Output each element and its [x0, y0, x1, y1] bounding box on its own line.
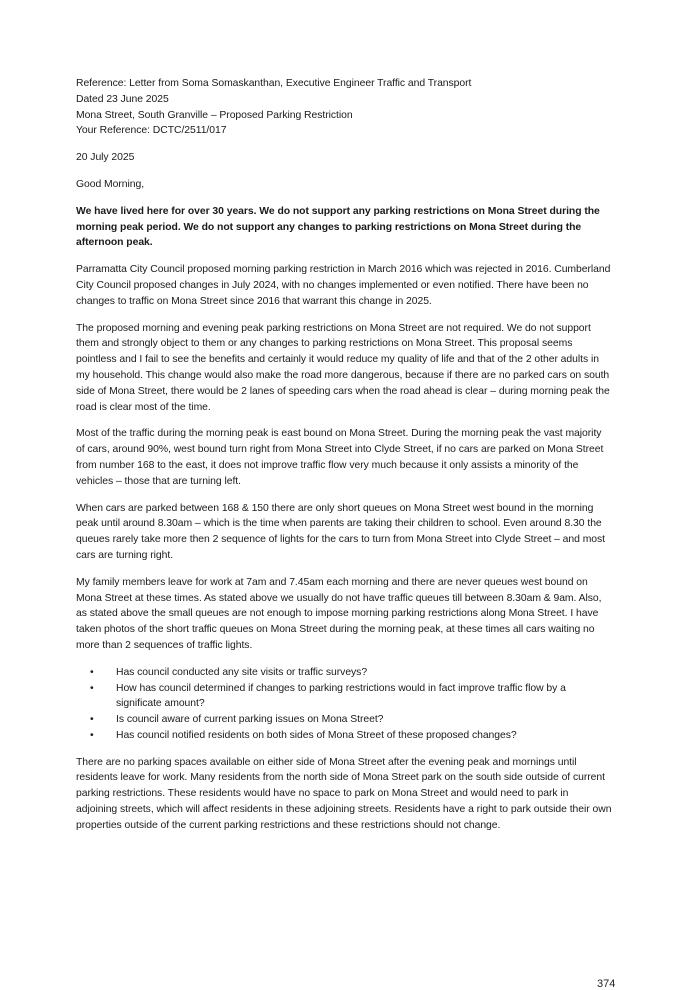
bullet-icon: •	[90, 682, 94, 694]
question-text: Has council notified residents on both sides of Mona Street of these proposed changes?	[116, 729, 517, 741]
paragraph-queues: When cars are parked between 168 & 150 there are only short queues on Mona Street west bound in the morning peak until around 8.30am – which is the time when parents are taking their children to school. Even around 8.30 the queues rarely take more then 2 sequence of lights for the cars to turn from Mona Street into Clyde Street – and most cars are turning right.	[76, 502, 606, 561]
letter-body	[76, 76, 612, 845]
paragraph-traffic-direction: Most of the traffic during the morning peak is east bound on Mona Street. During the morning peak the vast majority of cars, around 90%, west bound turn right from Mona Street into Clyde Street, if no cars are parked on Mona Street from number 168 to the east, it does not improve traffic flow very much because it only assists a minority of the vehicles – those that are turning left.	[76, 428, 604, 487]
bold-statement: We have lived here for over 30 years. We do not support any parking restrictions on Mona Street during the morning peak period. We do not support any changes to parking restrictions on Mona Street during the afternoon peak.	[76, 205, 600, 249]
questions-list	[76, 665, 612, 744]
letter-date: 20 July 2025	[76, 152, 135, 164]
paragraph-closing: There are no parking spaces available on either side of Mona Street after the evening peak and mornings until residents leave for work. Many residents from the north side of Mona Street park on the south side outside of current parking restrictions. These residents would have no space to park on Mona Street and would need to park in adjoining streets, which will affect residents in these adjoining streets. Residents have a right to park outside their own properties outside of the current parking restrictions and these restrictions should not change.	[76, 756, 612, 831]
paragraph-objection: The proposed morning and evening peak parking restrictions on Mona Street are not required. We do not support them and strongly object to them or any changes to parking restrictions on Mona Street. This proposal seems pointless and I fail to see the benefits and certainly it would reduce my quality of life and that of the 2 other adults in my household. This change would also make the road more dangerous, because if there are no parked cars on south side of Mona Street, there would be 2 lanes of speeding cars when the road ahead is clear – during morning peak the road is clear most of the time.	[76, 322, 610, 413]
greeting: Good Morning,	[76, 178, 145, 190]
bullet-icon: •	[90, 729, 94, 741]
reference-subject-line: Mona Street, South Granville – Proposed Parking Restriction	[76, 109, 353, 121]
reference-number-line: Your Reference: DCTC/2511/017	[76, 125, 227, 137]
bullet-icon: •	[90, 666, 94, 678]
reference-line: Reference: Letter from Soma Somaskanthan, Executive Engineer Traffic and Transport	[76, 78, 472, 89]
question-text: How has council determined if changes to parking restrictions would in fact improve traffic flow by a significate amount?	[116, 682, 566, 710]
reference-block	[76, 76, 612, 139]
list-item	[90, 665, 612, 681]
reference-date-line: Dated 23 June 2025	[76, 93, 169, 105]
list-item	[90, 712, 612, 728]
paragraph-history: Parramatta City Council proposed morning parking restriction in March 2016 which was rejected in 2016. Cumberland City Council proposed changes in July 2024, with no changes implemented or even notified. There have been no changes to traffic on Mona Street since 2016 that warrant this change in 2025.	[76, 264, 611, 307]
list-item	[90, 681, 612, 713]
list-item	[90, 728, 612, 744]
question-text: Has council conducted any site visits or traffic surveys?	[116, 666, 368, 678]
paragraph-family-schedule: My family members leave for work at 7am and 7.45am each morning and there are never queues west bound on Mona Street at these times. As stated above we usually do not have traffic queues till between 8.30am & 9am. Also, as stated above the small queues are not enough to impose morning parking restrictions along Mona Street. I have taken photos of the short traffic queues on Mona Street during the morning peak, at these times all cars waiting no more than 2 sequences of traffic lights.	[76, 576, 602, 651]
bullet-icon: •	[90, 714, 94, 726]
page-number: 374	[597, 978, 616, 990]
question-text: Is council aware of current parking issues on Mona Street?	[116, 714, 384, 726]
